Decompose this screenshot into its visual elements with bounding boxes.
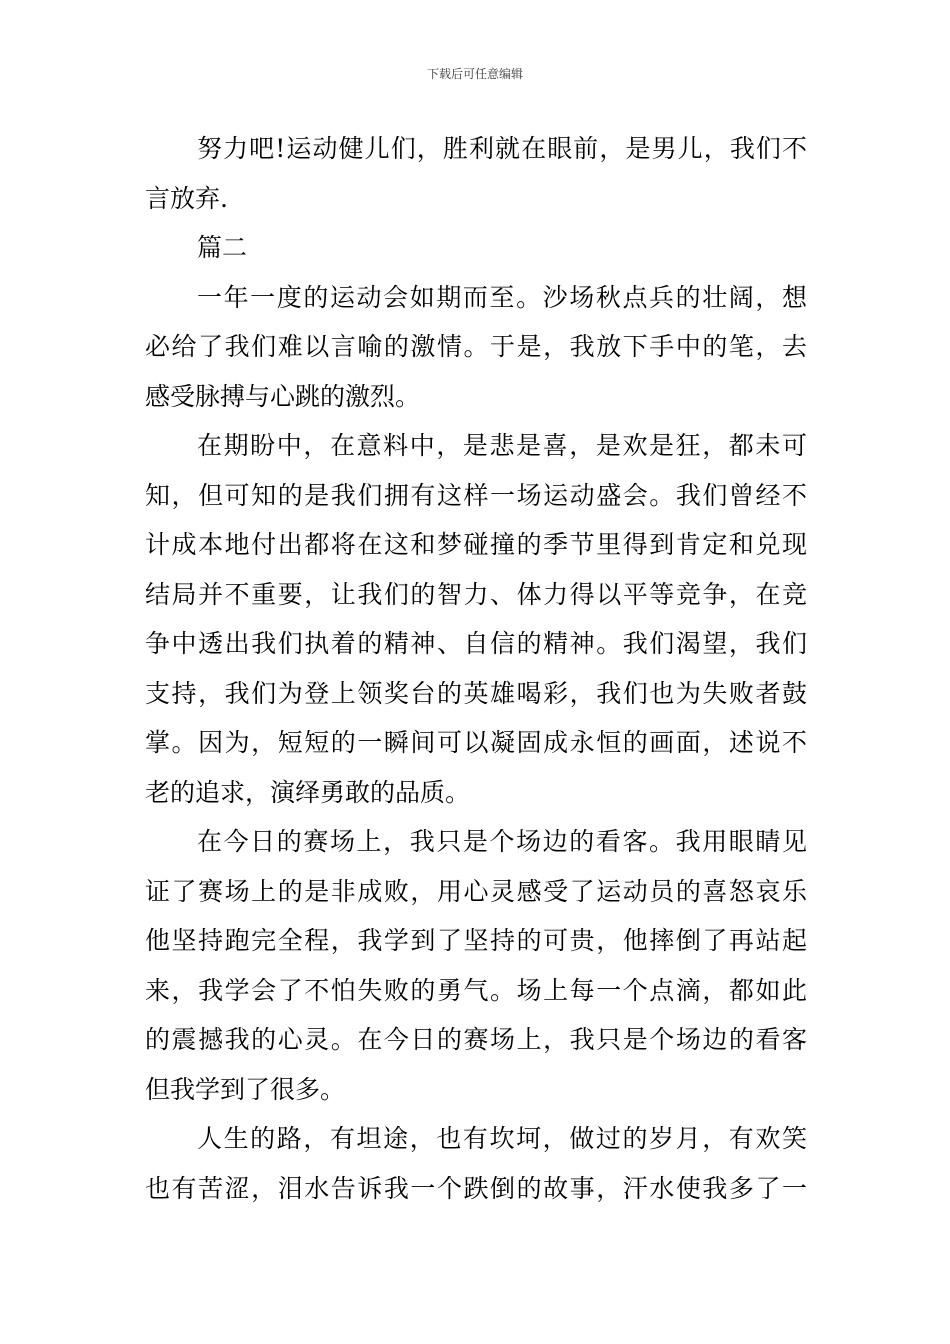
text-line: 支持，我们为登上领奖台的英雄喝彩，我们也为失败者鼓 (145, 678, 807, 708)
text-line: 来，我学会了不怕失败的勇气。场上每一个点滴，都如此 (145, 975, 807, 1005)
text-line: 一年一度的运动会如期而至。沙场秋点兵的壮阔，想 (197, 282, 807, 312)
text-line: 的震撼我的心灵。在今日的赛场上，我只是个场边的看客 (145, 1025, 807, 1054)
text-line: 计成本地付出都将在这和梦碰撞的季节里得到肯定和兑现 (145, 530, 807, 559)
text-line: 争中透出我们执着的精神、自信的精神。我们渴望，我们 (145, 629, 807, 658)
text-line: 努力吧!运动健儿们，胜利就在眼前，是男儿，我们不 (197, 134, 807, 163)
document-body (145, 124, 807, 1213)
text-line: 他坚持跑完全程，我学到了坚持的可贵，他摔倒了再站起 (145, 926, 807, 955)
text-line: 但我学到了很多。 (145, 1074, 346, 1104)
text-line: 人生的路，有坦途，也有坎坷，做过的岁月，有欢笑 (197, 1124, 807, 1153)
section-heading: 篇二 (197, 233, 248, 262)
text-line: 在期盼中，在意料中，是悲是喜，是欢是狂，都未可 (197, 431, 807, 460)
text-line: 掌。因为，短短的一瞬间可以凝固成永恒的画面，述说不 (145, 728, 807, 757)
text-line: 感受脉搏与心跳的激烈。 (145, 381, 421, 411)
text-line: 也有苦涩，泪水告诉我一个跌倒的故事，汗水使我多了一 (145, 1173, 807, 1203)
text-line: 证了赛场上的是非成败，用心灵感受了运动员的喜怒哀乐 (145, 876, 807, 906)
text-line: 言放弃. (145, 183, 228, 213)
text-line: 在今日的赛场上，我只是个场边的看客。我用眼睛见 (197, 827, 807, 856)
text-line: 必给了我们难以言喻的激情。于是，我放下手中的笔，去 (145, 332, 807, 361)
text-line: 结局并不重要，让我们的智力、体力得以平等竞争，在竞 (145, 579, 807, 609)
text-line: 知，但可知的是我们拥有这样一场运动盛会。我们曾经不 (145, 480, 807, 510)
text-line: 老的追求，演绎勇敢的品质。 (145, 777, 471, 807)
page-header: 下载后可任意编辑 (426, 67, 523, 81)
